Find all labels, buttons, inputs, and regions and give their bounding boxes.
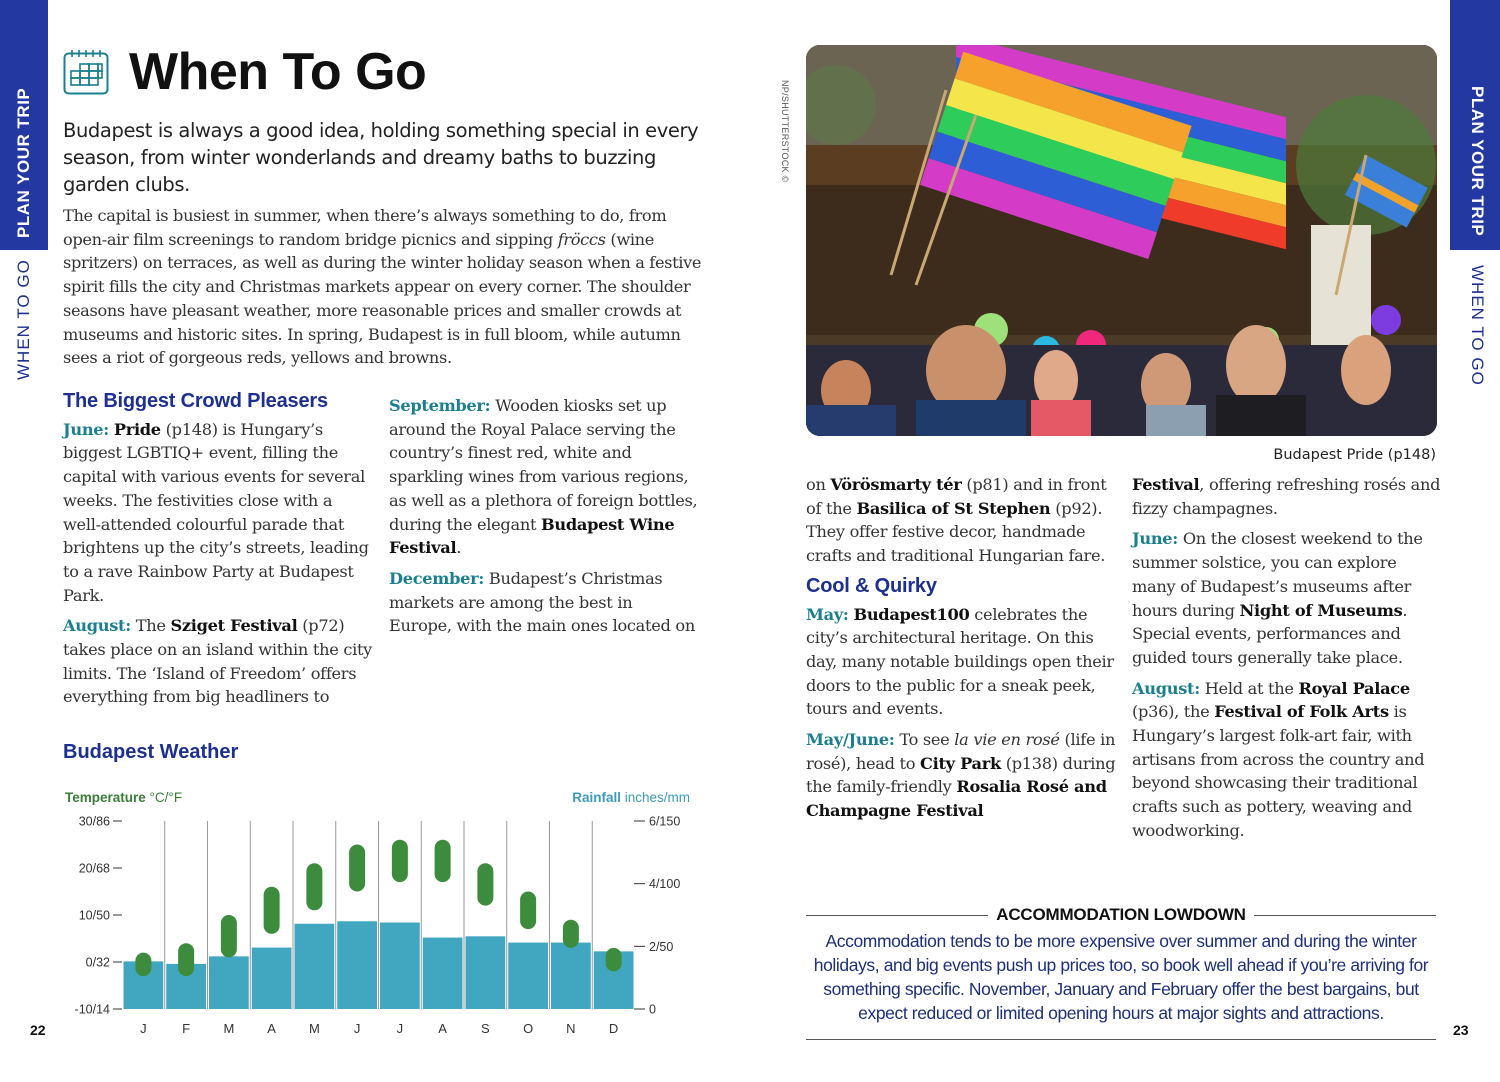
month-label: D — [608, 1021, 619, 1036]
event-may-budapest100: May: Budapest100 celebrates the city’s architectural heritage. On this day, many notable buildings open their doors to the public for a sneak peek, tours and events. — [806, 604, 1114, 719]
temperature-range-pill — [606, 948, 622, 972]
section-tab-label: PLAN YOUR TRIP — [14, 87, 33, 238]
rainfall-bar — [252, 948, 292, 1009]
photo-credit: NP/SHUTTERSTOCK © — [780, 80, 790, 183]
weather-chart-title: Budapest Weather — [63, 741, 239, 763]
temperature-tick-label: 20/68 — [78, 861, 110, 876]
rainfall-tick-label: 4/100 — [649, 877, 681, 892]
divider — [1254, 915, 1436, 916]
chapter-tab-label: WHEN TO GO — [14, 259, 33, 380]
temperature-tick-label: 30/86 — [78, 814, 110, 829]
temperature-range-pill — [520, 892, 536, 930]
rainfall-bar — [295, 924, 335, 1009]
page-number-right: 23 — [1453, 1022, 1469, 1038]
temperature-range-pill — [435, 840, 451, 882]
accommodation-heading: ACCOMMODATION LOWDOWN — [996, 905, 1246, 924]
rainfall-tick-label: 0 — [649, 1002, 656, 1017]
divider — [806, 1039, 1436, 1040]
rainfall-bar — [209, 956, 249, 1009]
month-label: N — [566, 1021, 576, 1036]
weather-chart — [55, 780, 705, 1045]
temperature-range-pill — [221, 915, 237, 957]
divider — [806, 915, 988, 916]
temperature-range-pill — [264, 887, 280, 934]
event-mayjune-rosalia: May/June: To see la vie en rosé (life in rosé), head to City Park (p138) during the family-friendly Rosalia Rosé and Champagne Festival — [806, 730, 1116, 821]
temperature-range-pill — [306, 863, 322, 910]
rainfall-bar — [380, 923, 420, 1009]
crowd-pleasers-heading: The Biggest Crowd Pleasers — [63, 390, 328, 412]
cool-quirky-column-1 — [806, 473, 1116, 830]
event-december-markets: December: Budapest’s Christmas markets are among the best in Europe, with the main ones located on — [389, 568, 695, 636]
month-label: O — [523, 1021, 534, 1036]
event-august-folk-arts: August: Held at the Royal Palace (p36), the Festival of Folk Arts is Hungary’s largest folk-art fair, with artisans from across the country and beyond showcasing their traditional crafts such as pottery, weaving and woodworking. — [1132, 678, 1425, 840]
temperature-range-pill — [178, 943, 194, 976]
event-september-wine: September: Wooden kiosks set up around the Royal Palace serving the country’s finest red, white and sparkling wines from various regions, as well as a plethora of foreign bottles, during the elegant Budapest Wine Festival. — [389, 396, 698, 558]
calendar-icon — [63, 49, 109, 95]
temperature-tick-label: 10/50 — [78, 908, 110, 923]
right-section-tab — [1450, 0, 1500, 400]
month-label: F — [182, 1021, 191, 1036]
month-label: A — [438, 1021, 447, 1036]
event-december-continued: on Vörösmarty tér (p81) and in front of the Basilica of St Stephen (p92). They offer festive decor, handmade crafts and traditional Hungarian fare. — [806, 475, 1107, 566]
temperature-range-pill — [477, 863, 493, 905]
month-label: M — [223, 1021, 235, 1036]
month-label: M — [308, 1021, 320, 1036]
intro-paragraph: The capital is busiest in summer, when there’s always something to do, from open-air film screenings to random bridge picnics and sipping fröccs (wine spritzers) on terraces, as well as during the winter holiday season when a festive spirit fills the city and Christmas markets appear on every corner. The shoulder seasons have pleasant weather, more reasonable prices and smaller crowds at museums and historic sites. In spring, Budapest is in full bloom, while autumn sees a riot of gorgeous reds, yellows and browns. — [63, 206, 702, 368]
temperature-tick-label: 0/32 — [85, 955, 110, 970]
page-header — [63, 42, 426, 102]
temperature-range-pill — [349, 845, 365, 892]
rainfall-bar — [337, 921, 377, 1009]
accommodation-box — [806, 905, 1436, 1040]
cool-quirky-column-2 — [1132, 473, 1442, 850]
accommodation-text: Accommodation tends to be more expensive over summer and during the winter holidays, and big events push up prices too, so book well ahead if you’re arriving for something specific. November, January and February offer the best bargains, but expect reduced or limited opening hours at major sights and attractions. — [813, 931, 1429, 1023]
photo-caption: Budapest Pride (p148) — [1273, 447, 1436, 463]
page-number-left: 22 — [30, 1022, 46, 1038]
temperature-range-pill — [135, 953, 151, 977]
pride-photo — [806, 45, 1437, 436]
temperature-range-pill — [392, 840, 408, 882]
month-label: A — [267, 1021, 276, 1036]
rainfall-bar — [466, 936, 506, 1009]
temperature-tick-label: -10/14 — [74, 1002, 110, 1017]
month-label: S — [481, 1021, 490, 1036]
rainfall-bar — [551, 943, 591, 1009]
month-label: J — [140, 1021, 147, 1036]
crowd-pleasers-column-1 — [63, 390, 373, 716]
rainfall-tick-label: 2/50 — [649, 939, 674, 954]
page-title: When To Go — [129, 43, 427, 101]
section-tab-label: PLAN YOUR TRIP — [1468, 86, 1487, 237]
crowd-pleasers-column-2 — [389, 394, 699, 645]
event-june-pride: June: Pride (p148) is Hungary’s biggest LGBTIQ+ event, filling the capital with various events for several weeks. The festivities close with a well-attended colourful parade that brightens up the city’s streets, leading to a rave Rainbow Party at Budapest Park. — [63, 419, 369, 605]
month-label: J — [353, 1021, 361, 1036]
month-label: J — [396, 1021, 404, 1036]
left-section-tab — [0, 0, 50, 400]
rainfall-tick-label: 6/150 — [649, 814, 681, 829]
chapter-tab-label: WHEN TO GO — [1468, 265, 1487, 386]
event-august-sziget: August: The Sziget Festival (p72) takes place on an island within the city limits. The ‘Island of Freedom’ offers everything from big headliners to — [63, 616, 373, 707]
event-june-night-of-museums: June: On the closest weekend to the summer solstice, you can explore many of Budapest’s museums after hours during Night of Museums. Special events, performances and guided tours generally take place. — [1132, 529, 1423, 667]
rainfall-bar — [508, 943, 548, 1009]
rainfall-label: Rainfall inches/mm — [572, 790, 690, 805]
temperature-label: Temperature °C/°F — [65, 790, 183, 805]
lead-paragraph: Budapest is always a good idea, holding something special in every season, from winter wonderlands and dreamy baths to buzzing garden clubs. — [63, 119, 699, 196]
rainfall-bar — [423, 938, 463, 1009]
event-mayjune-continued: Festival, offering refreshing rosés and fizzy champagnes. — [1132, 475, 1441, 518]
pride-photo-illustration — [806, 45, 1437, 436]
cool-quirky-heading: Cool & Quirky — [806, 574, 937, 597]
temperature-range-pill — [563, 920, 579, 948]
